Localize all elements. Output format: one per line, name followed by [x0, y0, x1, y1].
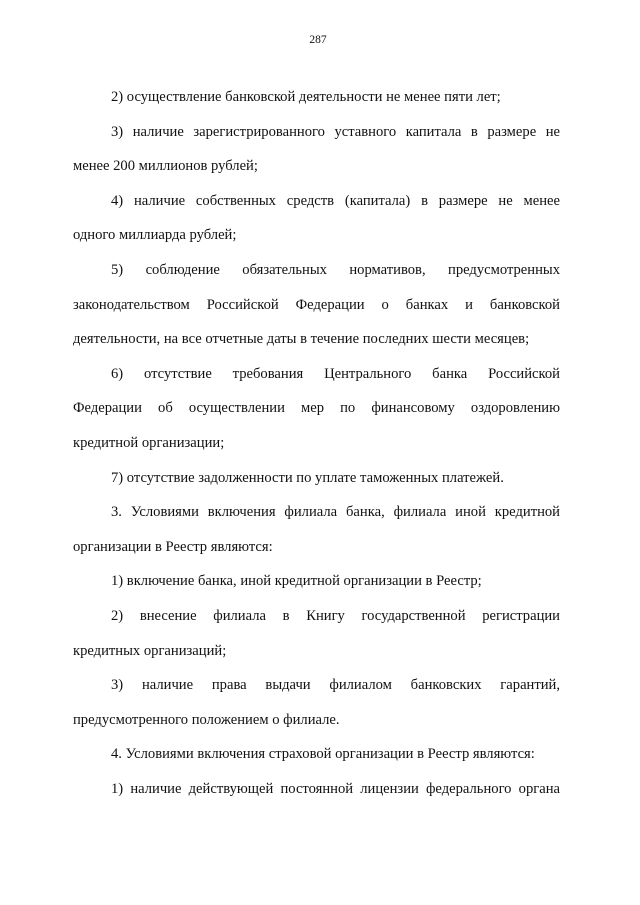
document-body — [73, 80, 560, 806]
paragraph — [73, 357, 560, 461]
paragraph — [73, 599, 560, 668]
paragraph — [73, 564, 560, 599]
text-line: 1) включение банка, иной кредитной организации в Реестр; — [111, 573, 482, 590]
paragraph — [73, 115, 560, 184]
text-line: менее 200 миллионов рублей; — [73, 158, 258, 175]
paragraph — [73, 495, 560, 564]
text-line: 5) соблюдение обязательных нормативов, предусмотренных — [111, 261, 560, 278]
text-line: законодательством Российской Федерации о банках и банковской — [73, 296, 560, 313]
paragraph — [73, 253, 560, 357]
text-line: организации в Реестр являются: — [73, 538, 273, 555]
paragraph — [73, 737, 560, 772]
paragraph — [73, 461, 560, 496]
text-line: одного миллиарда рублей; — [73, 227, 237, 244]
text-line: 2) внесение филиала в Книгу государственной регистрации — [111, 607, 560, 624]
text-line: кредитной организации; — [73, 434, 225, 451]
text-line: 7) отсутствие задолженности по уплате таможенных платежей. — [111, 469, 504, 486]
paragraph — [73, 668, 560, 737]
paragraph — [73, 772, 560, 807]
text-line: 2) осуществление банковской деятельности не менее пяти лет; — [111, 89, 501, 105]
text-line: 1) наличие действующей постоянной лицензии федерального органа — [111, 780, 560, 797]
text-line: 3) наличие права выдачи филиалом банковских гарантий, — [111, 677, 560, 694]
text-line: 4. Условиями включения страховой организации в Реестр являются: — [111, 746, 535, 763]
text-line: 3) наличие зарегистрированного уставного капитала в размере не — [111, 123, 560, 140]
text-line: 3. Условиями включения филиала банка, филиала иной кредитной — [111, 504, 560, 521]
text-line: деятельности, на все отчетные даты в течение последних шести месяцев; — [73, 331, 530, 348]
paragraph — [73, 80, 560, 115]
text-line: 4) наличие собственных средств (капитала) в размере не менее — [111, 192, 560, 209]
text-line: кредитных организаций; — [73, 642, 227, 659]
paragraph — [73, 184, 560, 253]
text-line: 6) отсутствие требования Центрального банка Российской — [111, 365, 560, 382]
text-line: предусмотренного положением о филиале. — [73, 711, 340, 728]
text-line: Федерации об осуществлении мер по финансовому оздоровлению — [73, 400, 560, 417]
page-number: 287 — [309, 34, 327, 46]
